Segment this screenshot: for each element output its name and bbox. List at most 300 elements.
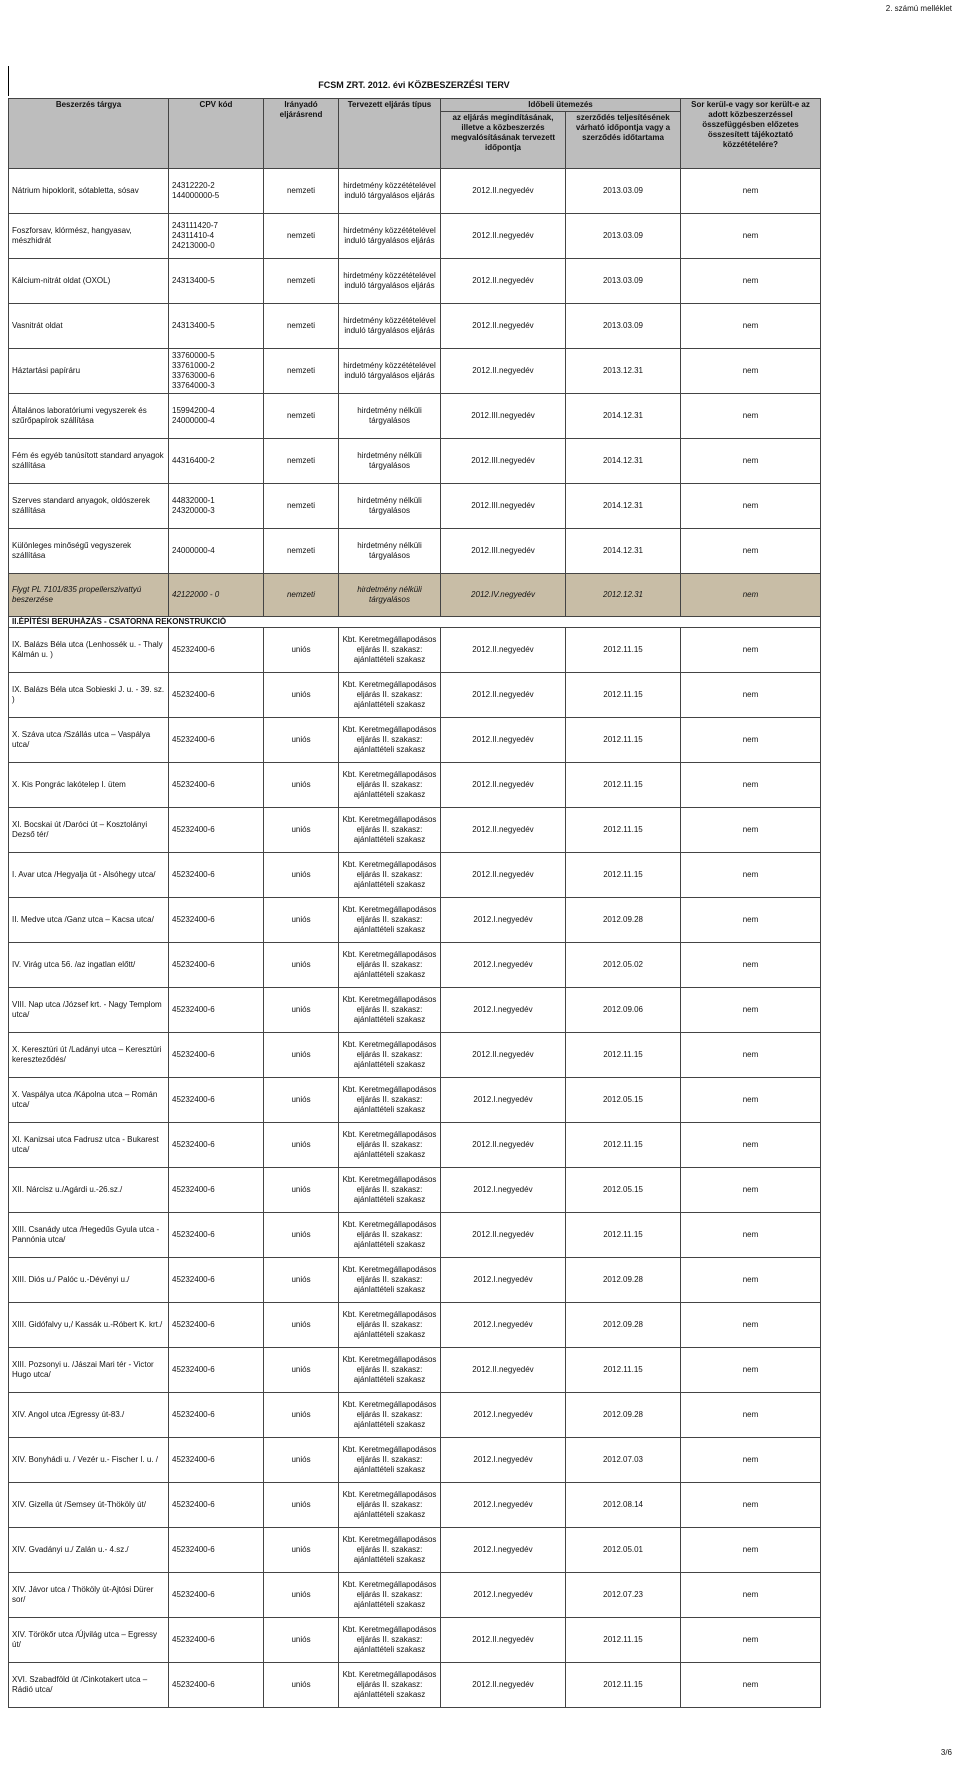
subject-cell: XI. Bocskai út /Daróci út – Kosztolányi Dezső tér/ [9, 808, 169, 853]
regime-cell: nemzeti [264, 484, 339, 529]
subject-cell: X. Keresztúri út /Ladányi utca – Keresztúri kereszteződés/ [9, 1033, 169, 1078]
prior-notice-cell: nem [681, 1258, 821, 1303]
procedure-type-cell: Kbt. Keretmegállapodásos eljárás II. szakasz: ajánlattételi szakasz [339, 898, 441, 943]
subject-cell: XIV. Gizella út /Semsey út-Thököly út/ [9, 1483, 169, 1528]
table-row [9, 484, 821, 529]
procedure-type-cell: Kbt. Keretmegállapodásos eljárás II. szakasz: ajánlattételi szakasz [339, 853, 441, 898]
start-cell: 2012.I.negyedév [441, 943, 566, 988]
header-schedule-end: szerződés teljesítésének várható időpontja vagy a szerződés időtartama [566, 112, 681, 169]
procedure-type-cell: Kbt. Keretmegállapodásos eljárás II. szakasz: ajánlattételi szakasz [339, 1618, 441, 1663]
start-cell: 2012.II.negyedév [441, 169, 566, 214]
procedure-type-cell: Kbt. Keretmegállapodásos eljárás II. szakasz: ajánlattételi szakasz [339, 673, 441, 718]
subject-cell: XIV. Bonyhádi u. / Vezér u.- Fischer I. u. / [9, 1438, 169, 1483]
start-cell: 2012.II.negyedév [441, 349, 566, 394]
end-cell: 2014.12.31 [566, 394, 681, 439]
procedure-type-cell: hirdetmény közzétételével induló tárgyalásos eljárás [339, 304, 441, 349]
procedure-type-cell: Kbt. Keretmegállapodásos eljárás II. szakasz: ajánlattételi szakasz [339, 1393, 441, 1438]
table-row [9, 1213, 821, 1258]
cpv-code: 44316400-2 [172, 456, 215, 465]
start-cell: 2012.II.negyedév [441, 1348, 566, 1393]
regime-cell: uniós [264, 1033, 339, 1078]
subject-cell: Foszforsav, klórmész, hangyasav, mészhidrát [9, 214, 169, 259]
cpv-code: 24000000-4 [172, 546, 215, 555]
procedure-type-cell: hirdetmény közzétételével induló tárgyalásos eljárás [339, 259, 441, 304]
table-row [9, 259, 821, 304]
cpv-cell: 45232400-6 [169, 1348, 264, 1393]
table-row [9, 808, 821, 853]
subject-cell: XIII. Pozsonyi u. /Jászai Mari tér - Victor Hugo utca/ [9, 1348, 169, 1393]
start-cell: 2012.III.negyedév [441, 484, 566, 529]
start-cell: 2012.I.negyedév [441, 1168, 566, 1213]
cpv-cell: 45232400-6 [169, 673, 264, 718]
table-row [9, 628, 821, 673]
subject-cell: I. Avar utca /Hegyalja út - Alsóhegy utca/ [9, 853, 169, 898]
cpv-cell: 45232400-6 [169, 1123, 264, 1168]
subject-cell: XIV. Törökőr utca /Újvilág utca – Egressy út/ [9, 1618, 169, 1663]
cpv-code: 144000000-5 [172, 191, 220, 200]
regime-cell: uniós [264, 1258, 339, 1303]
prior-notice-cell: nem [681, 718, 821, 763]
table-row [9, 439, 821, 484]
procedure-type-cell: Kbt. Keretmegállapodásos eljárás II. szakasz: ajánlattételi szakasz [339, 763, 441, 808]
regime-cell: nemzeti [264, 304, 339, 349]
prior-notice-cell: nem [681, 1573, 821, 1618]
cpv-cell: 45232400-6 [169, 1663, 264, 1708]
cpv-cell [169, 259, 264, 304]
cpv-cell [169, 394, 264, 439]
start-cell: 2012.I.negyedév [441, 1483, 566, 1528]
end-cell: 2012.08.14 [566, 1483, 681, 1528]
cpv-cell: 45232400-6 [169, 853, 264, 898]
subject-cell: Nátrium hipoklorit, sótabletta, sósav [9, 169, 169, 214]
procedure-type-cell: Kbt. Keretmegállapodásos eljárás II. szakasz: ajánlattételi szakasz [339, 1078, 441, 1123]
table-row [9, 1258, 821, 1303]
start-cell: 2012.I.negyedév [441, 1393, 566, 1438]
start-cell: 2012.II.negyedév [441, 214, 566, 259]
supplies-section [9, 169, 821, 617]
start-cell: 2012.I.negyedév [441, 1438, 566, 1483]
cpv-code: 33761000-2 [172, 361, 215, 370]
header-procedure-type: Tervezett eljárás típus [339, 99, 441, 169]
table-row [9, 1393, 821, 1438]
procedure-type-cell: Kbt. Keretmegállapodásos eljárás II. szakasz: ajánlattételi szakasz [339, 628, 441, 673]
cpv-code: 44832000-1 [172, 496, 215, 505]
procedure-type-cell: Kbt. Keretmegállapodásos eljárás II. szakasz: ajánlattételi szakasz [339, 1168, 441, 1213]
cpv-cell: 45232400-6 [169, 628, 264, 673]
start-cell: 2012.II.negyedév [441, 259, 566, 304]
prior-notice-cell: nem [681, 169, 821, 214]
start-cell: 2012.II.negyedév [441, 1213, 566, 1258]
cpv-cell: 45232400-6 [169, 1618, 264, 1663]
procedure-type-cell: Kbt. Keretmegállapodásos eljárás II. szakasz: ajánlattételi szakasz [339, 1528, 441, 1573]
end-cell: 2012.09.28 [566, 1393, 681, 1438]
start-cell: 2012.II.negyedév [441, 1618, 566, 1663]
prior-notice-cell: nem [681, 1348, 821, 1393]
cpv-code: 24000000-4 [172, 416, 215, 425]
prior-notice-cell: nem [681, 1123, 821, 1168]
table-row [9, 304, 821, 349]
cpv-cell: 45232400-6 [169, 988, 264, 1033]
subject-cell: IV. Virág utca 56. /az ingatlan előtt/ [9, 943, 169, 988]
start-cell: 2012.II.negyedév [441, 718, 566, 763]
start-cell: 2012.III.negyedév [441, 529, 566, 574]
cpv-code: 243111420-7 [172, 221, 218, 230]
prior-notice-cell: nem [681, 1033, 821, 1078]
table-row [9, 1573, 821, 1618]
end-cell: 2012.09.28 [566, 1258, 681, 1303]
regime-cell: nemzeti [264, 574, 339, 617]
subject-cell: IX. Balázs Béla utca (Lenhossék u. - Thaly Kálmán u. ) [9, 628, 169, 673]
subject-cell: X. Vaspálya utca /Kápolna utca – Román utca/ [9, 1078, 169, 1123]
end-cell: 2012.11.15 [566, 628, 681, 673]
start-cell: 2012.II.negyedév [441, 1123, 566, 1168]
subject-cell: XVI. Szabadföld út /Cinkotakert utca – Rádió utca/ [9, 1663, 169, 1708]
subject-cell: X. Kis Pongrác lakótelep I. ütem [9, 763, 169, 808]
start-cell: 2012.II.negyedév [441, 673, 566, 718]
regime-cell: uniós [264, 853, 339, 898]
end-cell: 2012.09.06 [566, 988, 681, 1033]
procedure-type-cell: Kbt. Keretmegállapodásos eljárás II. szakasz: ajánlattételi szakasz [339, 1348, 441, 1393]
prior-notice-cell: nem [681, 763, 821, 808]
regime-cell: uniós [264, 808, 339, 853]
cpv-cell: 45232400-6 [169, 1168, 264, 1213]
start-cell: 2012.II.negyedév [441, 808, 566, 853]
end-cell: 2012.11.15 [566, 1663, 681, 1708]
regime-cell: nemzeti [264, 439, 339, 484]
table-row [9, 394, 821, 439]
start-cell: 2012.II.negyedév [441, 304, 566, 349]
end-cell: 2012.07.03 [566, 1438, 681, 1483]
start-cell: 2012.I.negyedév [441, 1573, 566, 1618]
start-cell: 2012.I.negyedév [441, 1528, 566, 1573]
section-title: II.ÉPÍTÉSI BERUHÁZÁS - CSATORNA REKONSTRUKCIÓ [9, 617, 821, 628]
procedure-type-cell: Kbt. Keretmegállapodásos eljárás II. szakasz: ajánlattételi szakasz [339, 1663, 441, 1708]
end-cell: 2012.05.15 [566, 1168, 681, 1213]
prior-notice-cell: nem [681, 1303, 821, 1348]
cpv-cell: 45232400-6 [169, 1213, 264, 1258]
table-row [9, 1303, 821, 1348]
regime-cell: uniós [264, 673, 339, 718]
prior-notice-cell: nem [681, 529, 821, 574]
regime-cell: uniós [264, 1213, 339, 1258]
start-cell: 2012.I.negyedév [441, 1258, 566, 1303]
end-cell: 2012.11.15 [566, 1213, 681, 1258]
subject-cell: XIV. Gvadányi u./ Zalán u.- 4.sz./ [9, 1528, 169, 1573]
cpv-cell: 45232400-6 [169, 1528, 264, 1573]
procedure-type-cell: Kbt. Keretmegállapodásos eljárás II. szakasz: ajánlattételi szakasz [339, 1438, 441, 1483]
end-cell: 2012.05.02 [566, 943, 681, 988]
procedure-type-cell: Kbt. Keretmegállapodásos eljárás II. szakasz: ajánlattételi szakasz [339, 1573, 441, 1618]
regime-cell: nemzeti [264, 169, 339, 214]
cpv-cell [169, 304, 264, 349]
header-schedule: Időbeli ütemezés [441, 99, 681, 112]
start-cell: 2012.I.negyedév [441, 898, 566, 943]
end-cell: 2013.03.09 [566, 214, 681, 259]
regime-cell: nemzeti [264, 529, 339, 574]
prior-notice-cell: nem [681, 439, 821, 484]
table-row [9, 1528, 821, 1573]
cpv-cell: 45232400-6 [169, 808, 264, 853]
regime-cell: uniós [264, 718, 339, 763]
procedure-type-cell: Kbt. Keretmegállapodásos eljárás II. szakasz: ajánlattételi szakasz [339, 1483, 441, 1528]
procedure-type-cell: hirdetmény nélküli tárgyalásos [339, 484, 441, 529]
cpv-code: 33760000-5 [172, 351, 215, 360]
table-row [9, 1483, 821, 1528]
cpv-code: 24312220-2 [172, 181, 215, 190]
end-cell: 2013.03.09 [566, 169, 681, 214]
subject-cell: Szerves standard anyagok, oldószerek szállítása [9, 484, 169, 529]
regime-cell: uniós [264, 943, 339, 988]
cpv-cell: 45232400-6 [169, 898, 264, 943]
end-cell: 2012.09.28 [566, 898, 681, 943]
procedure-type-cell: Kbt. Keretmegállapodásos eljárás II. szakasz: ajánlattételi szakasz [339, 718, 441, 763]
procedure-type-cell: Kbt. Keretmegállapodásos eljárás II. szakasz: ajánlattételi szakasz [339, 1303, 441, 1348]
prior-notice-cell: nem [681, 1483, 821, 1528]
start-cell: 2012.II.negyedév [441, 1033, 566, 1078]
end-cell: 2012.11.15 [566, 1348, 681, 1393]
prior-notice-cell: nem [681, 484, 821, 529]
table-row [9, 1663, 821, 1708]
prior-notice-cell: nem [681, 1438, 821, 1483]
regime-cell: uniós [264, 1528, 339, 1573]
end-cell: 2013.03.09 [566, 259, 681, 304]
section-title-row [9, 617, 821, 628]
procedure-type-cell: hirdetmény nélküli tárgyalásos [339, 574, 441, 617]
subject-cell: Háztartási papíráru [9, 349, 169, 394]
start-cell: 2012.II.negyedév [441, 853, 566, 898]
regime-cell: uniós [264, 898, 339, 943]
cpv-cell: 45232400-6 [169, 1303, 264, 1348]
regime-cell: uniós [264, 1483, 339, 1528]
cpv-code: 24213000-0 [172, 241, 215, 250]
subject-cell: X. Száva utca /Szállás utca – Vaspálya utca/ [9, 718, 169, 763]
table-row [9, 898, 821, 943]
start-cell: 2012.III.negyedév [441, 439, 566, 484]
prior-notice-cell: nem [681, 673, 821, 718]
end-cell: 2014.12.31 [566, 529, 681, 574]
cpv-cell: 45232400-6 [169, 1258, 264, 1303]
table-row [9, 214, 821, 259]
cpv-code: 42122000 - 0 [172, 590, 220, 599]
end-cell: 2012.11.15 [566, 853, 681, 898]
end-cell: 2012.11.15 [566, 763, 681, 808]
prior-notice-cell: nem [681, 628, 821, 673]
subject-cell: Vasnitrát oldat [9, 304, 169, 349]
regime-cell: uniós [264, 1303, 339, 1348]
document-title: FCSM ZRT. 2012. évi KÖZBESZERZÉSI TERV [318, 80, 510, 90]
construction-section [9, 628, 821, 1708]
construction-section-header [9, 617, 821, 628]
start-cell: 2012.I.negyedév [441, 988, 566, 1033]
regime-cell: uniós [264, 763, 339, 808]
cpv-cell [169, 529, 264, 574]
end-cell: 2012.05.15 [566, 1078, 681, 1123]
cpv-cell: 45232400-6 [169, 943, 264, 988]
prior-notice-cell: nem [681, 853, 821, 898]
table-row [9, 1033, 821, 1078]
table-row [9, 943, 821, 988]
procedure-type-cell: Kbt. Keretmegállapodásos eljárás II. szakasz: ajánlattételi szakasz [339, 988, 441, 1033]
cpv-cell: 45232400-6 [169, 1483, 264, 1528]
end-cell: 2014.12.31 [566, 439, 681, 484]
procedure-type-cell: Kbt. Keretmegállapodásos eljárás II. szakasz: ajánlattételi szakasz [339, 808, 441, 853]
end-cell: 2013.03.09 [566, 304, 681, 349]
start-cell: 2012.II.negyedév [441, 763, 566, 808]
regime-cell: uniós [264, 1123, 339, 1168]
cpv-cell [169, 484, 264, 529]
end-cell: 2012.05.01 [566, 1528, 681, 1573]
prior-notice-cell: nem [681, 259, 821, 304]
prior-notice-cell: nem [681, 1663, 821, 1708]
cpv-code: 24313400-5 [172, 321, 215, 330]
cpv-code: 24320000-3 [172, 506, 215, 515]
regime-cell: nemzeti [264, 349, 339, 394]
end-cell: 2012.11.15 [566, 1033, 681, 1078]
end-cell: 2012.11.15 [566, 808, 681, 853]
header-schedule-start: az eljárás megindításának, illetve a közbeszerzés megvalósításának tervezett időpontja [441, 112, 566, 169]
subject-cell: Kálcium-nitrát oldat (OXOL) [9, 259, 169, 304]
regime-cell: uniós [264, 988, 339, 1033]
procedure-type-cell: hirdetmény nélküli tárgyalásos [339, 439, 441, 484]
regime-cell: uniós [264, 1573, 339, 1618]
start-cell: 2012.III.negyedév [441, 394, 566, 439]
header-subject: Beszerzés tárgya [9, 99, 169, 169]
header-row [9, 99, 821, 112]
regime-cell: uniós [264, 1348, 339, 1393]
end-cell: 2012.11.15 [566, 673, 681, 718]
table-row [9, 1123, 821, 1168]
subject-cell: XIII. Diós u./ Palóc u.-Dévényi u./ [9, 1258, 169, 1303]
prior-notice-cell: nem [681, 1213, 821, 1258]
subject-cell: XIV. Jávor utca / Thököly út-Ajtósi Dürer sor/ [9, 1573, 169, 1618]
cpv-code: 33763000-6 [172, 371, 215, 380]
table-row [9, 1078, 821, 1123]
procedure-type-cell: Kbt. Keretmegállapodásos eljárás II. szakasz: ajánlattételi szakasz [339, 1213, 441, 1258]
start-cell: 2012.II.negyedév [441, 628, 566, 673]
table-row [9, 1348, 821, 1393]
end-cell: 2012.12.31 [566, 574, 681, 617]
procedure-type-cell: Kbt. Keretmegállapodásos eljárás II. szakasz: ajánlattételi szakasz [339, 1123, 441, 1168]
prior-notice-cell: nem [681, 943, 821, 988]
cpv-cell [169, 439, 264, 484]
cpv-cell: 45232400-6 [169, 1033, 264, 1078]
regime-cell: uniós [264, 1168, 339, 1213]
subject-cell: Különleges minőségű vegyszerek szállítása [9, 529, 169, 574]
table-row [9, 1168, 821, 1213]
table-row [9, 349, 821, 394]
subject-cell: II. Medve utca /Ganz utca – Kacsa utca/ [9, 898, 169, 943]
prior-notice-cell: nem [681, 1528, 821, 1573]
start-cell: 2012.I.negyedév [441, 1078, 566, 1123]
start-cell: 2012.II.negyedév [441, 1663, 566, 1708]
end-cell: 2014.12.31 [566, 484, 681, 529]
start-cell: 2012.I.negyedév [441, 1303, 566, 1348]
subject-cell: XIII. Gidófalvy u,/ Kassák u.-Róbert K. krt./ [9, 1303, 169, 1348]
regime-cell: uniós [264, 1618, 339, 1663]
procedure-type-cell: hirdetmény nélküli tárgyalásos [339, 394, 441, 439]
title-row [8, 66, 820, 98]
regime-cell: nemzeti [264, 214, 339, 259]
procedure-type-cell: hirdetmény nélküli tárgyalásos [339, 529, 441, 574]
end-cell: 2013.12.31 [566, 349, 681, 394]
regime-cell: uniós [264, 1663, 339, 1708]
table-row [9, 529, 821, 574]
procedure-type-cell: Kbt. Keretmegállapodásos eljárás II. szakasz: ajánlattételi szakasz [339, 1258, 441, 1303]
header-cpv: CPV kód [169, 99, 264, 169]
cpv-cell [169, 574, 264, 617]
regime-cell: uniós [264, 1393, 339, 1438]
cpv-cell [169, 169, 264, 214]
cpv-cell: 45232400-6 [169, 1438, 264, 1483]
cpv-cell [169, 214, 264, 259]
end-cell: 2012.07.23 [566, 1573, 681, 1618]
table-row [9, 763, 821, 808]
prior-notice-cell: nem [681, 574, 821, 617]
table-row [9, 1618, 821, 1663]
cpv-code: 33764000-3 [172, 381, 215, 390]
regime-cell: uniós [264, 1078, 339, 1123]
prior-notice-cell: nem [681, 394, 821, 439]
prior-notice-cell: nem [681, 808, 821, 853]
cpv-cell: 45232400-6 [169, 1078, 264, 1123]
prior-notice-cell: nem [681, 988, 821, 1033]
end-cell: 2012.11.15 [566, 718, 681, 763]
cpv-cell: 45232400-6 [169, 1393, 264, 1438]
start-cell: 2012.IV.negyedév [441, 574, 566, 617]
end-cell: 2012.11.15 [566, 1618, 681, 1663]
table-row [9, 169, 821, 214]
prior-notice-cell: nem [681, 304, 821, 349]
prior-notice-cell: nem [681, 214, 821, 259]
regime-cell: nemzeti [264, 394, 339, 439]
subject-cell: XIII. Csanády utca /Hegedűs Gyula utca - Pannónia utca/ [9, 1213, 169, 1258]
cpv-cell [169, 349, 264, 394]
procedure-type-cell: hirdetmény közzétételével induló tárgyalásos eljárás [339, 349, 441, 394]
procedure-type-cell: Kbt. Keretmegállapodásos eljárás II. szakasz: ajánlattételi szakasz [339, 943, 441, 988]
subject-cell: Flygt PL 7101/835 propellerszivattyú beszerzése [9, 574, 169, 617]
subject-cell: Fém és egyéb tanúsított standard anyagok szállítása [9, 439, 169, 484]
header-prior-notice: Sor kerül-e vagy sor került-e az adott közbeszerzéssel összefüggésben előzetes összesített tájékoztató közzétételére? [681, 99, 821, 169]
regime-cell: uniós [264, 1438, 339, 1483]
prior-notice-cell: nem [681, 349, 821, 394]
header-regime: Irányadó eljárásrend [264, 99, 339, 169]
regime-cell: nemzeti [264, 259, 339, 304]
table-row [9, 853, 821, 898]
subject-cell: IX. Balázs Béla utca Sobieski J. u. - 39. sz. ) [9, 673, 169, 718]
procedure-type-cell: hirdetmény közzétételével induló tárgyalásos eljárás [339, 169, 441, 214]
cpv-code: 15994200-4 [172, 406, 215, 415]
page-number: 3/6 [940, 1748, 952, 1757]
table-row [9, 718, 821, 763]
cpv-cell: 45232400-6 [169, 1573, 264, 1618]
end-cell: 2012.09.28 [566, 1303, 681, 1348]
table-row [9, 574, 821, 617]
prior-notice-cell: nem [681, 1078, 821, 1123]
attachment-label: 2. számú melléklet [885, 4, 952, 13]
subject-cell: XII. Nárcisz u./Agárdi u.-26.sz./ [9, 1168, 169, 1213]
subject-cell: Általános laboratóriumi vegyszerek és szűrőpapírok szállítása [9, 394, 169, 439]
end-cell: 2012.11.15 [566, 1123, 681, 1168]
prior-notice-cell: nem [681, 1618, 821, 1663]
procurement-plan-table [8, 98, 821, 1708]
regime-cell: uniós [264, 628, 339, 673]
subject-cell: XIV. Angol utca /Egressy út-83./ [9, 1393, 169, 1438]
prior-notice-cell: nem [681, 1393, 821, 1438]
table-row [9, 673, 821, 718]
table-row [9, 988, 821, 1033]
subject-cell: VIII. Nap utca /József krt. - Nagy Templom utca/ [9, 988, 169, 1033]
prior-notice-cell: nem [681, 898, 821, 943]
